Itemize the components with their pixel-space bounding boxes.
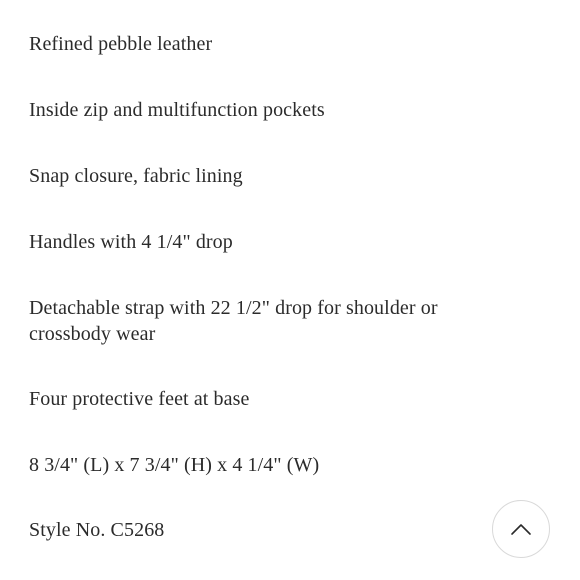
detail-item: Style No. C5268 xyxy=(29,519,165,541)
detail-item: Handles with 4 1/4" drop xyxy=(29,231,233,253)
detail-item: Detachable strap with 22 1/2" drop for shoulder or crossbody wear xyxy=(29,297,438,345)
detail-item: Four protective feet at base xyxy=(29,388,250,410)
detail-item: Refined pebble leather xyxy=(29,33,213,55)
detail-item: 8 3/4" (L) x 7 3/4" (H) x 4 1/4" (W) xyxy=(29,454,320,476)
scroll-to-top-button[interactable] xyxy=(492,500,550,558)
detail-item: Inside zip and multifunction pockets xyxy=(29,99,325,121)
detail-item: Snap closure, fabric lining xyxy=(29,165,243,187)
chevron-up-icon xyxy=(510,522,532,536)
